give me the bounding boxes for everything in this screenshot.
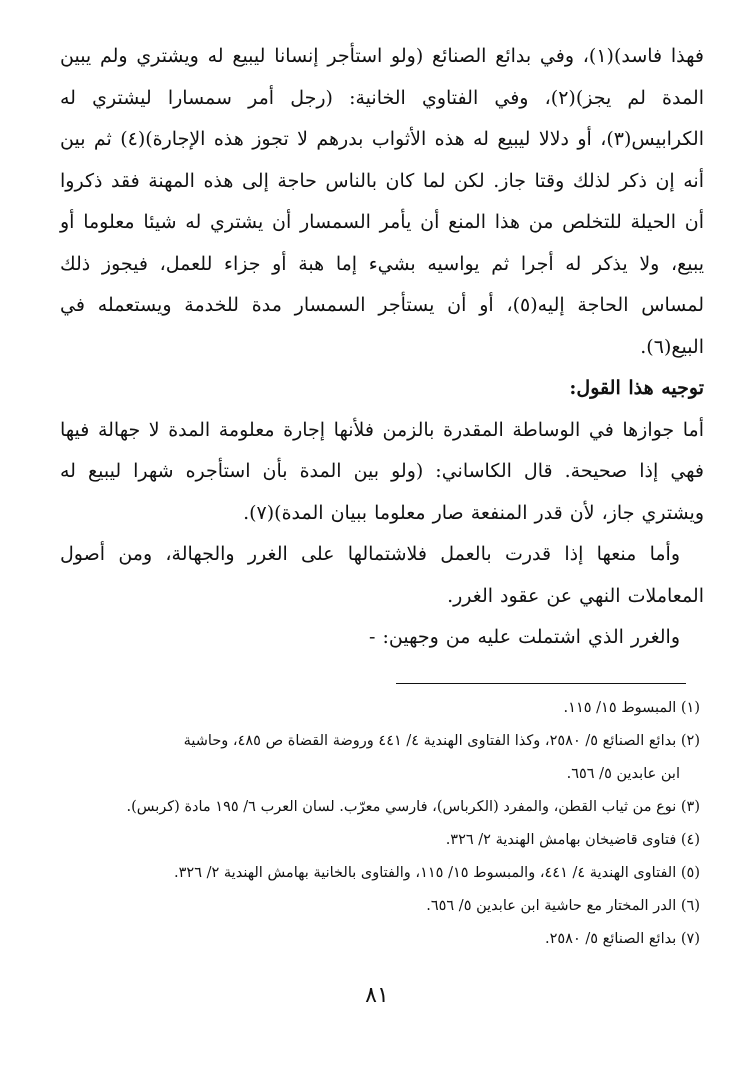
footnote-5: (٥) الفتاوى الهندية ٤/ ٤٤١، والمبسوط ١٥/ ١١٥، والفتاوى بالخانية بهامش الهندية ٢/ ٣٢٦. [174, 865, 700, 881]
footnote-1: (١) المبسوط ١٥/ ١١٥. [563, 700, 700, 716]
paragraph-4: والغرر الذي اشتملت عليه من وجهين: - [369, 626, 680, 648]
footnote-6: (٦) الدر المختار مع حاشية ابن عابدين ٥/ ٦٥٦. [426, 898, 700, 914]
paragraph-3: وأما منعها إذا قدرت بالعمل فلاشتمالها على الغرر والجهالة، ومن أصول المعاملات النهي عن عقود الغرر. [60, 543, 704, 607]
paragraph-1: فهذا فاسد)(١)، وفي بدائع الصنائع (ولو استأجر إنسانا ليبيع له ويشتري ولم يبين المدة لم يجز)(٢)، وفي الفتاوي الخانية: (رجل أمر سمسارا ليشتري له الكرابيس(٣)، أو دلالا ليبيع له هذه الأثواب بدرهم لا تجوز هذه الإجارة)(٤) ثم بين أنه إن ذكر لذلك وقتا جاز. لكن لما كان بالناس حاجة إلى هذه المهنة فقد ذكروا أن الحيلة للتخلص من هذا المنع أن يأمر السمسار أن يشتري له شيئا معلوما أو يبيع، ولا يذكر له أجرا ثم يواسيه بشيء إما هبة أو جزاء للعمل، فيجوز ذلك لمساس الحاجة إليه(٥)، أو أن يستأجر السمسار مدة للخدمة ويستعمله في البيع(٦). [60, 45, 704, 358]
footnote-2: (٢) بدائع الصنائع ٥/ ٢٥٨٠، وكذا الفتاوى الهندية ٤/ ٤٤١ وروضة القضاة ص ٤٨٥، وحاشية [183, 733, 700, 749]
page-number: ٨١ [365, 983, 389, 1008]
main-text [60, 36, 704, 659]
footnote-3: (٣) نوع من ثياب القطن، والمفرد (الكرباس)، فارسي معرّب. لسان العرب ٦/ ١٩٥ مادة (كربس). [126, 799, 700, 815]
footnote-separator [396, 683, 686, 684]
footnote-2-continued: ابن عابدين ٥/ ٦٥٦. [566, 766, 680, 782]
section-heading: توجيه هذا القول: [569, 377, 704, 399]
footnotes [60, 692, 700, 956]
footnote-7: (٧) بدائع الصنائع ٥/ ٢٥٨٠. [544, 931, 700, 947]
footnote-4: (٤) فتاوى قاضيخان بهامش الهندية ٢/ ٣٢٦. [445, 832, 700, 848]
paragraph-2: أما جوازها في الوساطة المقدرة بالزمن فلأنها إجارة معلومة المدة لا جهالة فيها فهي إذا صحيحة. قال الكاساني: (ولو بين المدة بأن استأجره شهرا ليبيع له ويشتري جاز، لأن قدر المنفعة صار معلوما ببيان المدة)(٧). [60, 418, 704, 524]
